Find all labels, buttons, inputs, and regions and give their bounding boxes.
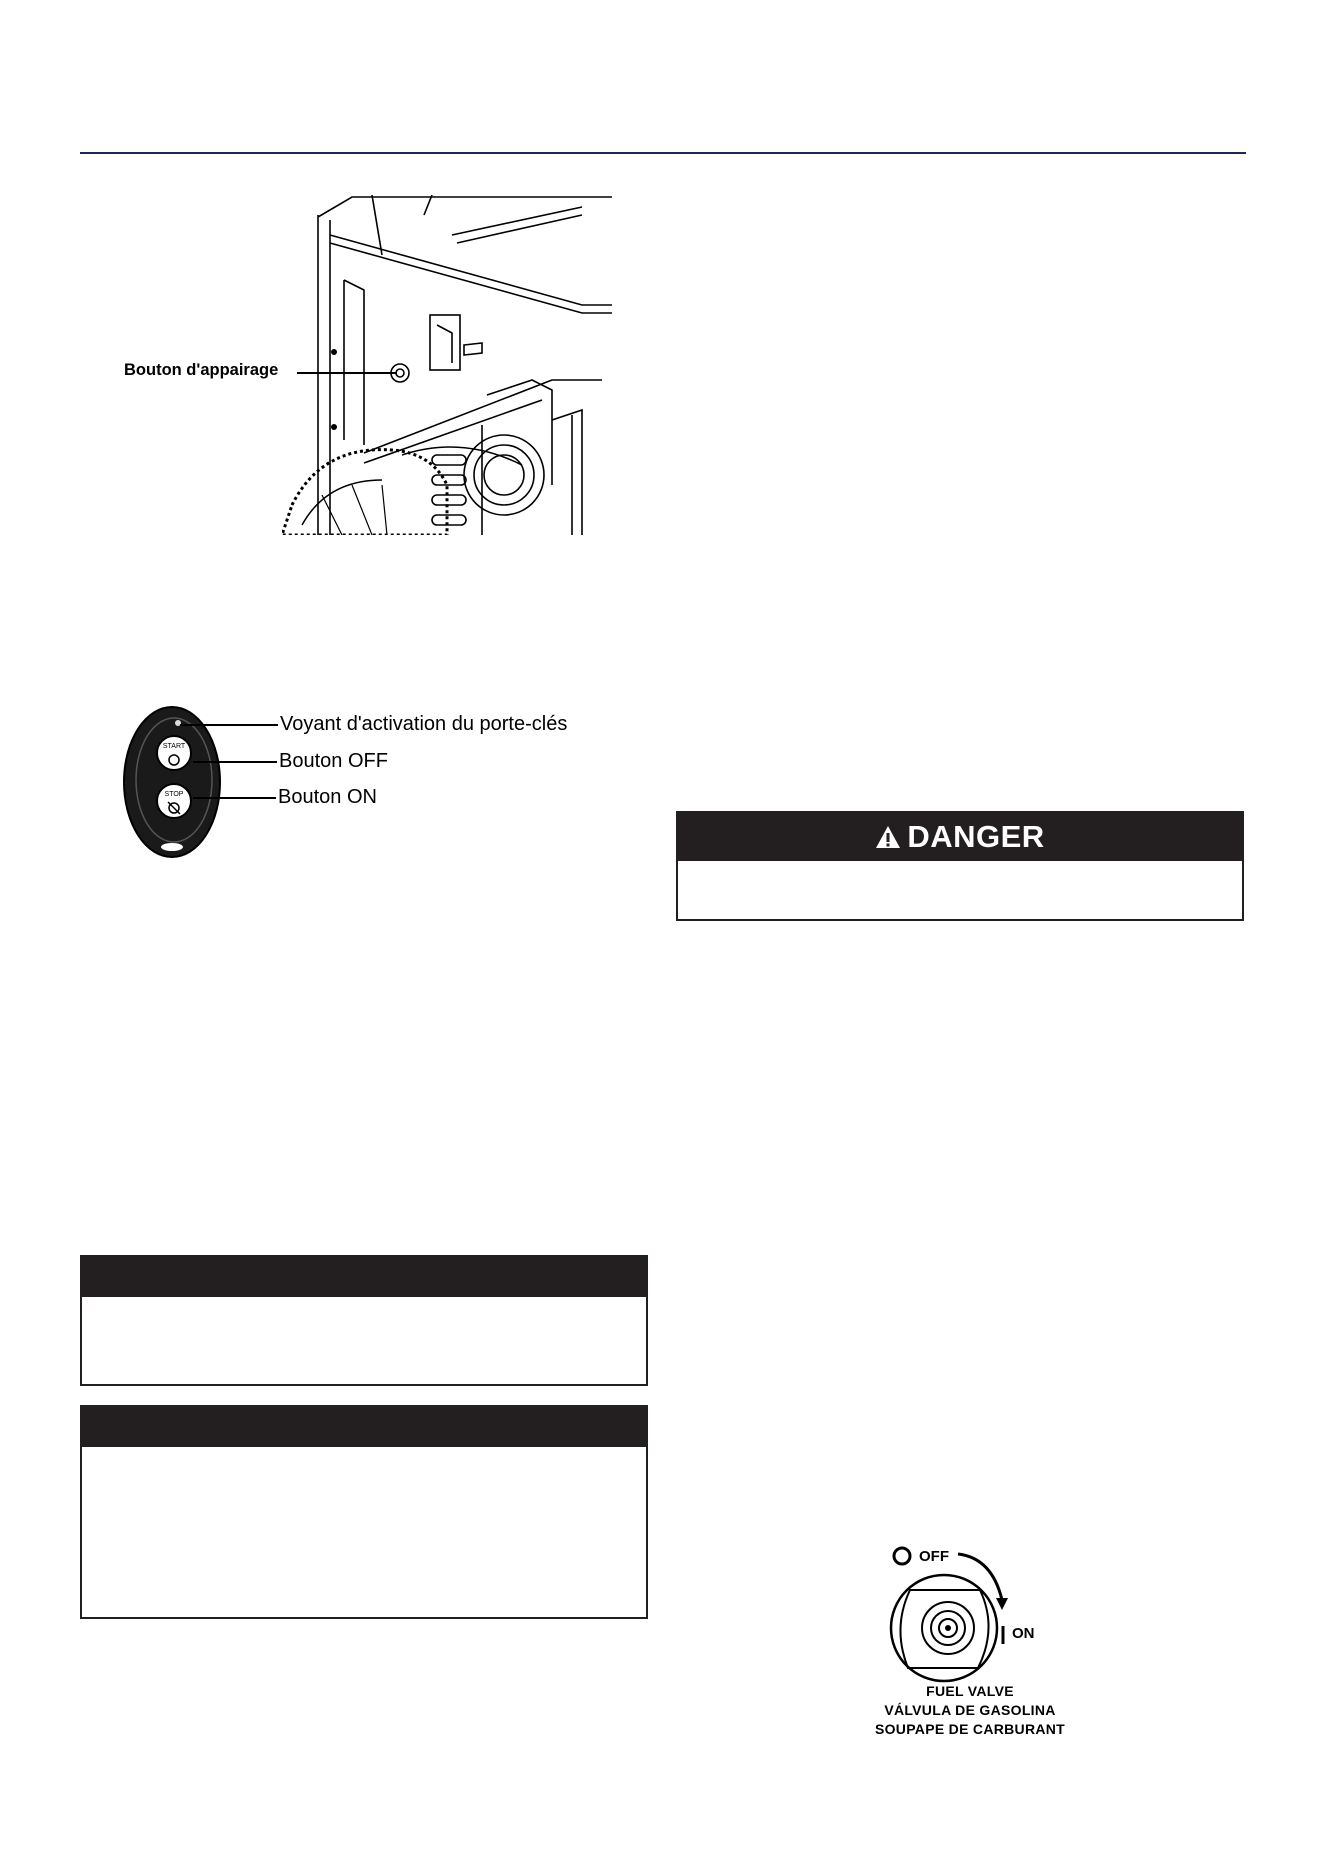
- fob-on-leader: [193, 797, 276, 799]
- start-button-text: START: [162, 743, 186, 750]
- fuel-caption-es: VÁLVULA DE GASOLINA: [884, 1702, 1056, 1718]
- fob-led-label: Voyant d'activation du porte-clés: [280, 713, 568, 735]
- notice-box-1-header: [82, 1257, 646, 1297]
- generator-panel-illustration: [282, 195, 622, 535]
- fuel-valve-illustration: [880, 1540, 1070, 1685]
- stop-button-text: STOP: [164, 791, 184, 798]
- danger-title: DANGER: [907, 819, 1045, 854]
- notice-box-1: [80, 1255, 648, 1386]
- fuel-caption-en: FUEL VALVE: [926, 1683, 1014, 1699]
- warning-triangle-icon: [875, 825, 901, 849]
- fob-led-leader: [180, 724, 278, 726]
- fuel-on-label: ON: [1012, 1625, 1035, 1642]
- fuel-caption-fr: SOUPAPE DE CARBURANT: [874, 1721, 1066, 1737]
- notice-box-2: [80, 1405, 648, 1619]
- key-fob-illustration: [122, 705, 222, 860]
- pairing-button-leader: [297, 372, 397, 374]
- fuel-off-label: OFF: [919, 1548, 949, 1565]
- danger-header: [678, 813, 1242, 861]
- danger-box: [676, 811, 1244, 921]
- fob-off-label: Bouton OFF: [279, 750, 388, 772]
- header-rule: [80, 152, 1246, 154]
- fob-on-label: Bouton ON: [278, 786, 377, 808]
- pairing-button-label: Bouton d'appairage: [124, 361, 279, 379]
- notice-box-2-header: [82, 1407, 646, 1447]
- fob-off-leader: [193, 761, 277, 763]
